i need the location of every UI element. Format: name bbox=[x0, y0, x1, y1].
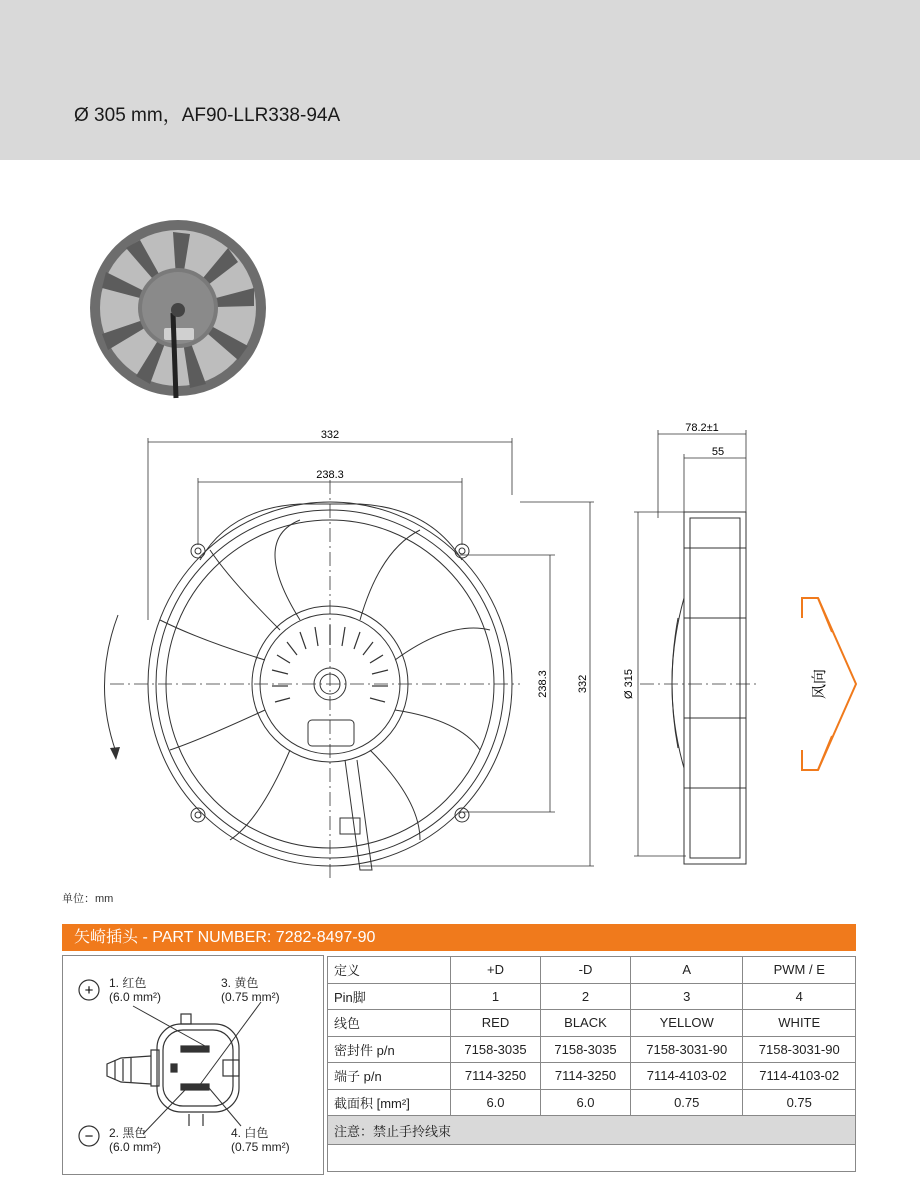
header-band bbox=[0, 0, 920, 160]
connector-title-bar: 矢崎插头 - PART NUMBER: 7282-8497-90 bbox=[62, 924, 856, 951]
note-row bbox=[328, 1116, 856, 1145]
connector-spec-table bbox=[327, 956, 856, 1172]
dim-depth-body: 55 bbox=[711, 446, 725, 458]
table-row bbox=[328, 1010, 856, 1037]
table-cell: -D bbox=[540, 957, 630, 984]
dim-depth-total: 78.2±1 bbox=[685, 422, 719, 434]
page-title: Ø 305 mm，AF90-LLR338-94A bbox=[74, 105, 341, 126]
table-cell: RED bbox=[451, 1010, 541, 1037]
side-view-drawing bbox=[620, 418, 920, 888]
table-cell: PWM / E bbox=[743, 957, 856, 984]
row-label: 密封件 p/n bbox=[328, 1036, 451, 1063]
row-label: 端子 p/n bbox=[328, 1063, 451, 1090]
table-cell: +D bbox=[451, 957, 541, 984]
table-row bbox=[328, 957, 856, 984]
airflow-label: 风向 bbox=[811, 668, 828, 700]
dim-diameter: Ø 315 bbox=[623, 669, 635, 699]
dim-height-holes: 238.3 bbox=[537, 670, 549, 698]
row-label: 定义 bbox=[328, 957, 451, 984]
table-cell: 7114-4103-02 bbox=[743, 1063, 856, 1090]
dim-height-outer: 332 bbox=[577, 674, 589, 694]
row-label: Pin脚 bbox=[328, 983, 451, 1010]
table-cell: 0.75 bbox=[630, 1089, 743, 1116]
table-cell: 3 bbox=[630, 983, 743, 1010]
table-row bbox=[328, 1036, 856, 1063]
table-cell: BLACK bbox=[540, 1010, 630, 1037]
table-cell: 2 bbox=[540, 983, 630, 1010]
plus-icon: + bbox=[84, 982, 94, 999]
table-cell: 1 bbox=[451, 983, 541, 1010]
minus-icon: − bbox=[84, 1128, 94, 1145]
connector-diagram-box bbox=[62, 955, 324, 1175]
table-cell: 4 bbox=[743, 983, 856, 1010]
table-cell: 6.0 bbox=[451, 1089, 541, 1116]
table-cell: 7158-3035 bbox=[540, 1036, 630, 1063]
table-cell: 7158-3035 bbox=[451, 1036, 541, 1063]
table-cell: 7114-3250 bbox=[540, 1063, 630, 1090]
table-cell: A bbox=[630, 957, 743, 984]
table-row bbox=[328, 1089, 856, 1116]
handling-note: 注意：禁止手拎线束 bbox=[328, 1116, 856, 1145]
table-cell: 0.75 bbox=[743, 1089, 856, 1116]
table-cell: YELLOW bbox=[630, 1010, 743, 1037]
pin-2-label: 2. 黑色 (6.0 mm²) bbox=[109, 1126, 161, 1154]
unit-note: 单位：mm bbox=[62, 893, 114, 905]
pin-1-label: 1. 红色 (6.0 mm²) bbox=[109, 976, 161, 1004]
table-cell: 7114-3250 bbox=[451, 1063, 541, 1090]
pin-3-label: 3. 黄色 (0.75 mm²) bbox=[221, 976, 280, 1004]
row-label: 截面积 [mm²] bbox=[328, 1089, 451, 1116]
dim-width-holes: 238.3 bbox=[316, 469, 344, 481]
empty-row bbox=[328, 1145, 856, 1172]
table-row bbox=[328, 983, 856, 1010]
table-row bbox=[328, 1063, 856, 1090]
table-cell: 7158-3031-90 bbox=[743, 1036, 856, 1063]
pin-4-label: 4. 白色 (0.75 mm²) bbox=[231, 1126, 290, 1154]
front-view-drawing bbox=[0, 420, 620, 890]
table-cell: 7114-4103-02 bbox=[630, 1063, 743, 1090]
empty-cell bbox=[328, 1145, 856, 1172]
table-cell: 6.0 bbox=[540, 1089, 630, 1116]
table-cell: 7158-3031-90 bbox=[630, 1036, 743, 1063]
table-cell: WHITE bbox=[743, 1010, 856, 1037]
dim-width-outer: 332 bbox=[320, 429, 340, 441]
row-label: 线色 bbox=[328, 1010, 451, 1037]
fan-photo bbox=[78, 218, 278, 408]
